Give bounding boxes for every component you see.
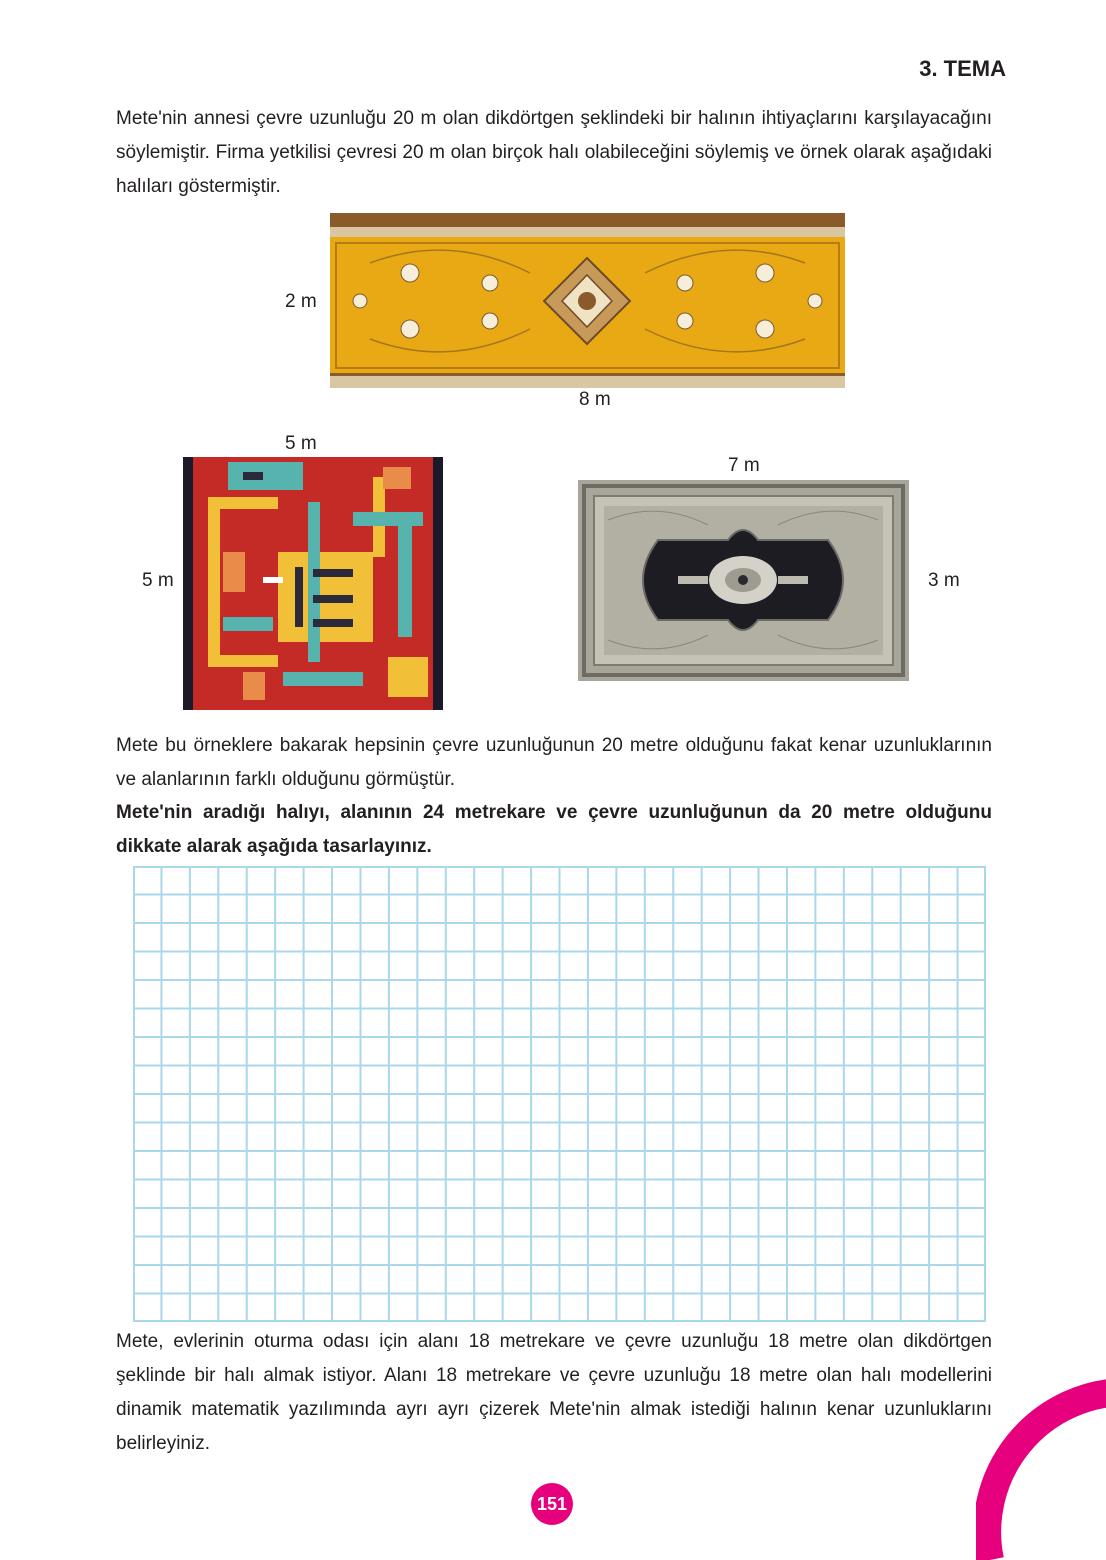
kilim-rug-top-label: 5 m — [285, 433, 317, 454]
observation-paragraph: Mete bu örneklere bakarak hepsinin çevre uzunluğunun 20 metre olduğunu fakat kenar uzunluklarının ve alanlarının farklı olduğunu görmüştür. — [116, 735, 992, 790]
yellow-rug-width-label: 8 m — [579, 389, 611, 410]
gray-rug-image — [578, 480, 909, 681]
yellow-rug-height-label: 2 m — [285, 291, 317, 312]
closing-paragraph: Mete, evlerinin oturma odası için alanı 18 metrekare ve çevre uzunluğu 18 metre olan dikdörtgen şeklinde bir halı almak istiyor. Alanı 18 metrekare ve çevre uzunluğu 18 metre olan halı modellerini dinamik matematik yazılımında ayrı ayrı çizerek Mete'nin almak istediği halının kenar uzunluklarını belirleyiniz. — [116, 1331, 992, 1454]
gray-rug-top-label: 7 m — [728, 455, 760, 476]
task-paragraph: Mete'nin aradığı halıyı, alanının 24 metrekare ve çevre uzunluğunun da 20 metre olduğunu dikkate alarak aşağıda tasarlayınız. — [116, 802, 992, 857]
kilim-rug-side-label: 5 m — [142, 570, 174, 591]
intro-paragraph: Mete'nin annesi çevre uzunluğu 20 m olan dikdörtgen şeklindeki bir halının ihtiyaçlarını karşılayacağını söylemiştir. Firma yetkilisi çevresi 20 m olan birçok halı olabileceğini söylemiş ve örnek olarak aşağıdaki halıları göstermiştir. — [116, 108, 992, 197]
kilim-rug-image — [183, 457, 443, 710]
gray-rug-side-label: 3 m — [928, 570, 960, 591]
decorative-arc — [976, 1372, 1106, 1560]
yellow-rug-image — [330, 213, 845, 388]
theme-heading: 3. TEMA — [919, 56, 1006, 81]
drawing-grid[interactable] — [133, 866, 986, 1322]
page-number-badge: 151 — [531, 1483, 573, 1525]
